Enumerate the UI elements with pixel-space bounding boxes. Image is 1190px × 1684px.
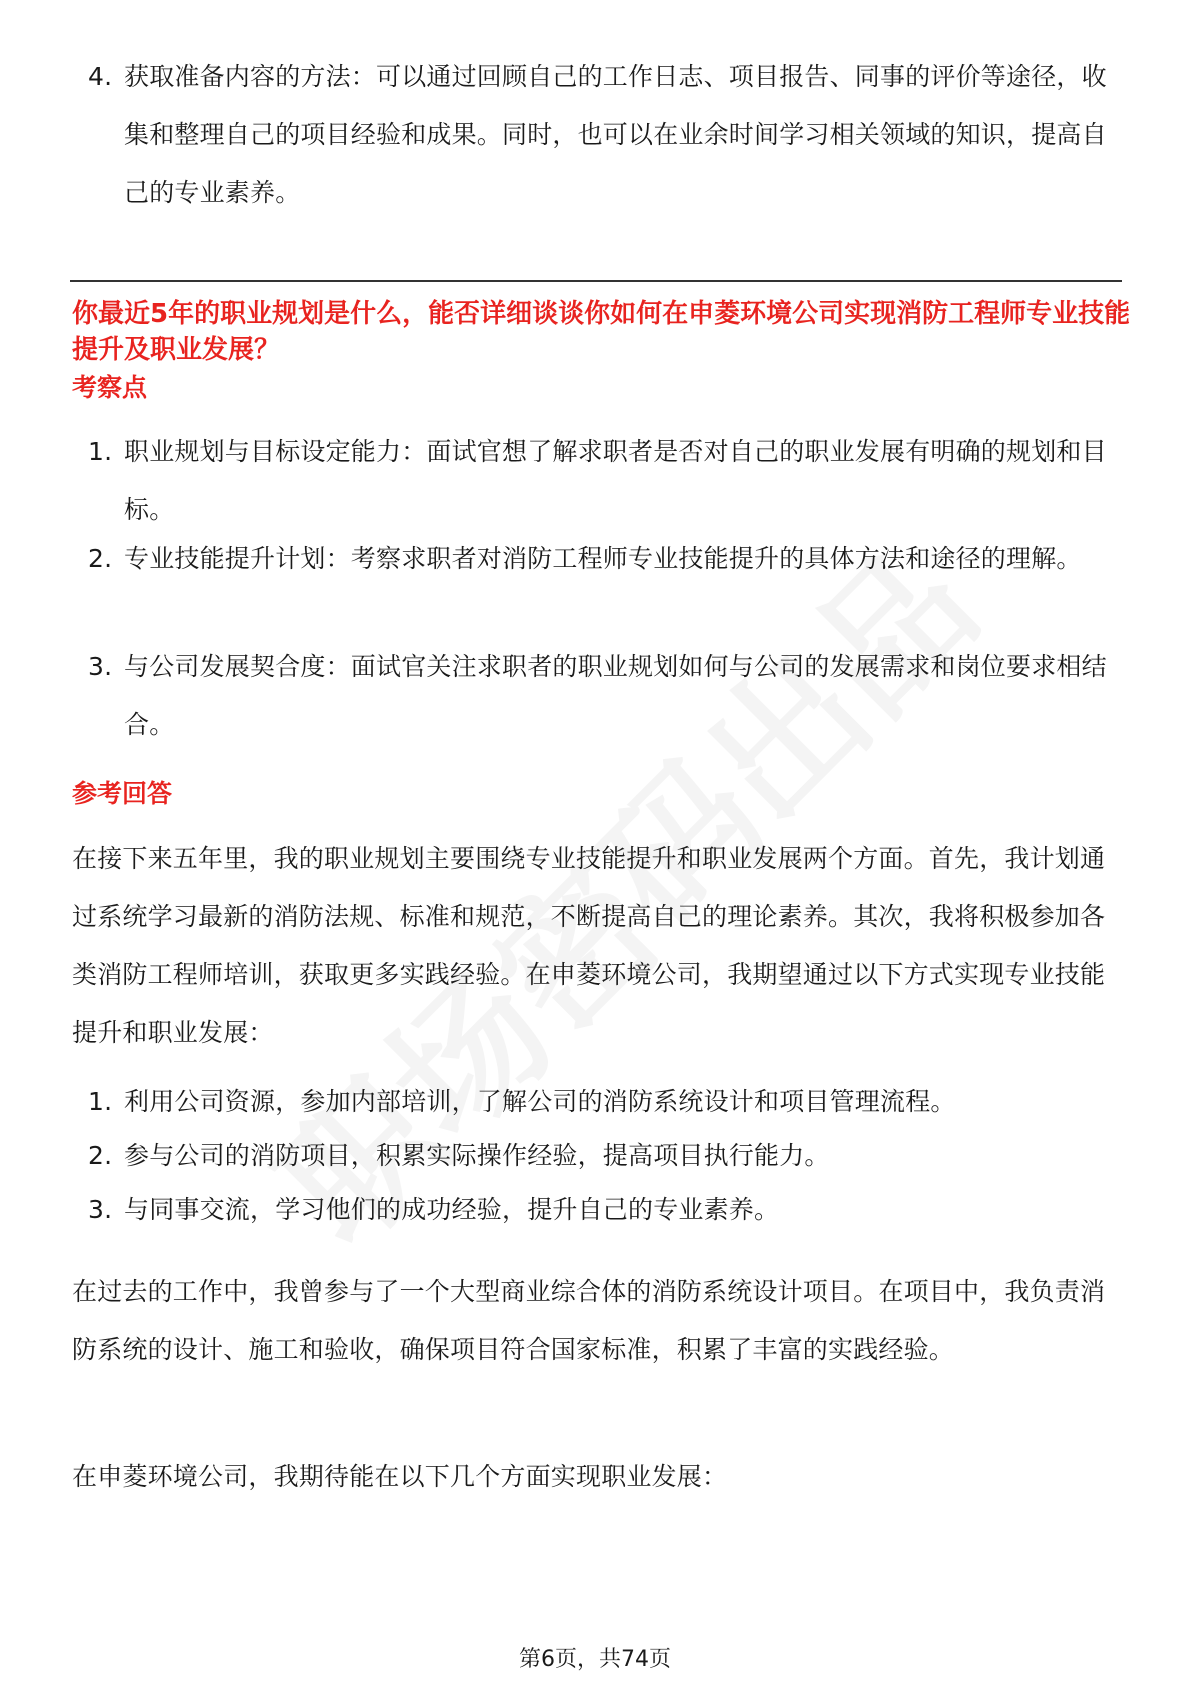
list-number: 1. [88, 1087, 113, 1116]
list-item [88, 1181, 1118, 1239]
list-number: 2. [88, 544, 113, 573]
answer-paragraph: 在接下来五年里，我的职业规划主要围绕专业技能提升和职业发展两个方面。首先，我计划通过系统学习最新的消防法规、标准和规范，不断提高自己的理论素养。其次，我将积极参加各类消防工程师培训，获取更多实践经验。在申菱环境公司，我期望通过以下方式实现专业技能提升和职业发展： [72, 844, 1106, 1047]
list-item [88, 1127, 1118, 1185]
question-title: 你最近5年的职业规划是什么，能否详细谈谈你如何在申菱环境公司实现消防工程师专业技能提升及职业发展？ [72, 299, 1131, 365]
section-heading-answer: 参考回答 [72, 779, 173, 808]
list-item-text: 利用公司资源，参加内部培训，了解公司的消防系统设计和项目管理流程。 [124, 1087, 956, 1116]
page-footer: 第6页，共74页 [519, 1647, 671, 1672]
list-number: 2. [88, 1141, 113, 1170]
list-item [88, 48, 1118, 222]
list-item [88, 530, 1118, 588]
list-number: 3. [88, 1195, 113, 1224]
list-item [88, 423, 1118, 539]
answer-paragraph: 在过去的工作中，我曾参与了一个大型商业综合体的消防系统设计项目。在项目中，我负责消防系统的设计、施工和验收，确保项目符合国家标准，积累了丰富的实践经验。 [72, 1277, 1106, 1364]
list-item [88, 1073, 1118, 1131]
list-item-text: 与公司发展契合度：面试官关注求职者的职业规划如何与公司的发展需求和岗位要求相结合。 [124, 652, 1107, 739]
list-item-text: 职业规划与目标设定能力：面试官想了解求职者是否对自己的职业发展有明确的规划和目标。 [124, 437, 1107, 524]
list-item-text: 获取准备内容的方法：可以通过回顾自己的工作日志、项目报告、同事的评价等途径，收集和整理自己的项目经验和成果。同时，也可以在业余时间学习相关领域的知识，提高自己的专业素养。 [124, 62, 1107, 207]
list-number: 1. [88, 437, 113, 466]
list-item [88, 638, 1118, 754]
list-item-text: 专业技能提升计划：考察求职者对消防工程师专业技能提升的具体方法和途径的理解。 [124, 544, 1082, 573]
list-number: 3. [88, 652, 113, 681]
list-item-text: 与同事交流，学习他们的成功经验，提升自己的专业素养。 [124, 1195, 780, 1224]
section-heading-assessment: 考察点 [72, 373, 148, 402]
list-item-text: 参与公司的消防项目，积累实际操作经验，提高项目执行能力。 [124, 1141, 830, 1170]
section-divider [70, 280, 1122, 282]
list-number: 4. [88, 62, 113, 91]
answer-paragraph: 在申菱环境公司，我期待能在以下几个方面实现职业发展： [72, 1462, 728, 1491]
